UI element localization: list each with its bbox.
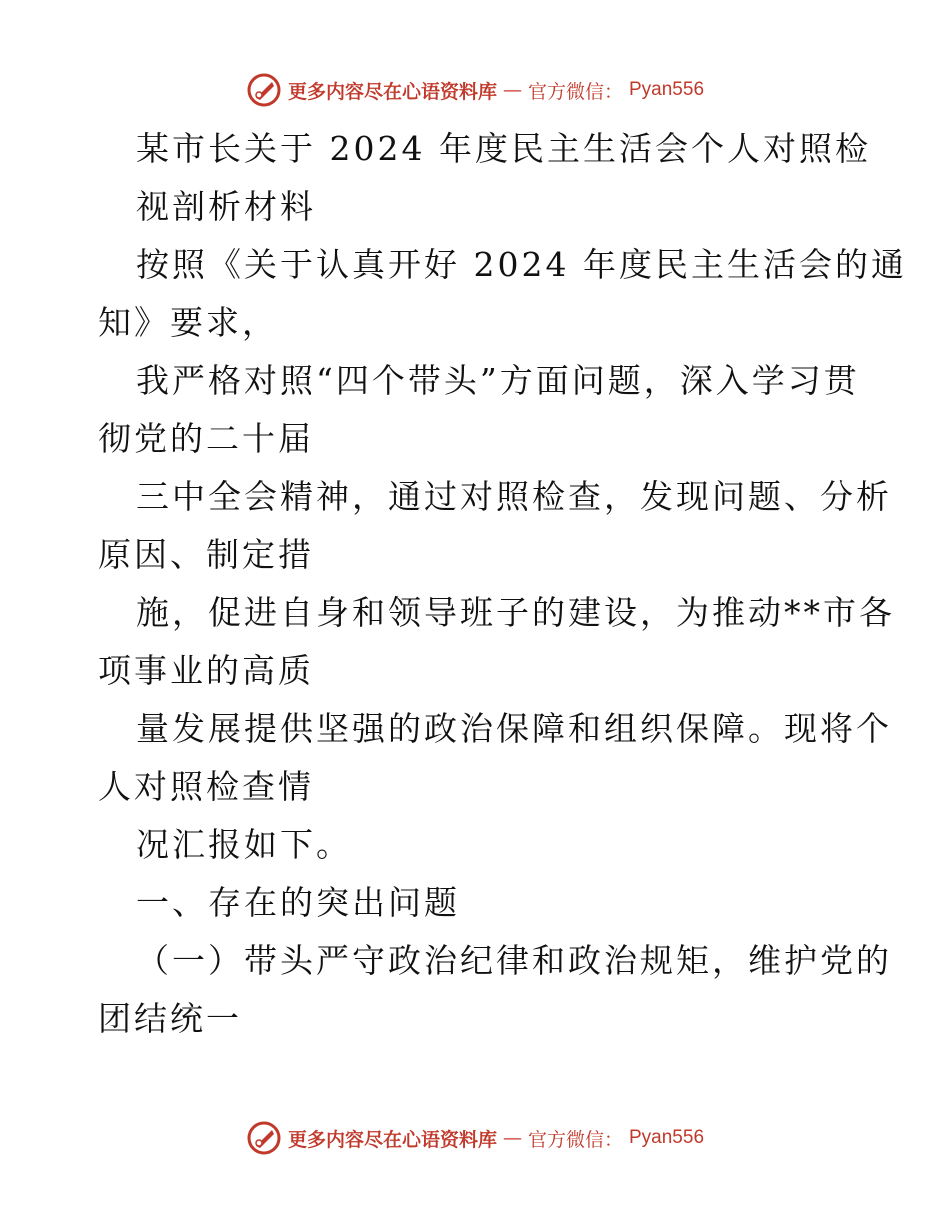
- watermark-main-text: 更多内容尽在心语资料库: [287, 1128, 497, 1151]
- paragraph-line: 项事业的高质: [98, 651, 314, 690]
- subsection-heading-cont: 团结统一: [98, 999, 242, 1038]
- watermark-header: [0, 70, 950, 110]
- paragraph-line: 原因、制定措: [98, 535, 314, 574]
- paragraph-line: 知》要求，: [98, 303, 278, 342]
- paragraph-line: 施，促进自身和领导班子的建设，为推动**市各: [136, 593, 895, 632]
- title-line-1: 某市长关于 2024 年度民主生活会个人对照检: [136, 129, 871, 168]
- paragraph-line: 量发展提供坚强的政治保障和组织保障。现将个: [136, 709, 892, 748]
- watermark-sub-text: 官方微信：: [527, 80, 623, 103]
- paragraph-line: 按照《关于认真开好 2024 年度民主生活会的通: [136, 245, 907, 284]
- document-body: [98, 120, 907, 1048]
- paragraph-line: 人对照检查情: [98, 767, 314, 806]
- paragraph-line: 我严格对照“四个带头”方面问题，深入学习贯: [136, 361, 860, 400]
- watermark-main-text: 更多内容尽在心语资料库: [287, 80, 497, 103]
- watermark-sub-text: 官方微信：: [527, 1128, 623, 1151]
- subsection-heading: （一）带头严守政治纪律和政治规矩，维护党的: [136, 941, 892, 980]
- paragraph-line: 三中全会精神，通过对照检查，发现问题、分析: [136, 477, 892, 516]
- title-line-2: 视剖析材料: [136, 187, 316, 226]
- quill-logo-icon: [246, 72, 282, 108]
- watermark-dash: —: [502, 1127, 522, 1149]
- watermark-dash: —: [502, 79, 522, 101]
- watermark-wechat-id: Pyan556: [629, 1127, 705, 1148]
- paragraph-line: 况汇报如下。: [136, 825, 352, 864]
- section-heading: 一、存在的突出问题: [136, 883, 460, 922]
- paragraph-line: 彻党的二十届: [98, 419, 314, 458]
- quill-logo-icon: [246, 1120, 282, 1156]
- watermark-footer: [0, 1118, 950, 1158]
- watermark-wechat-id: Pyan556: [629, 79, 705, 100]
